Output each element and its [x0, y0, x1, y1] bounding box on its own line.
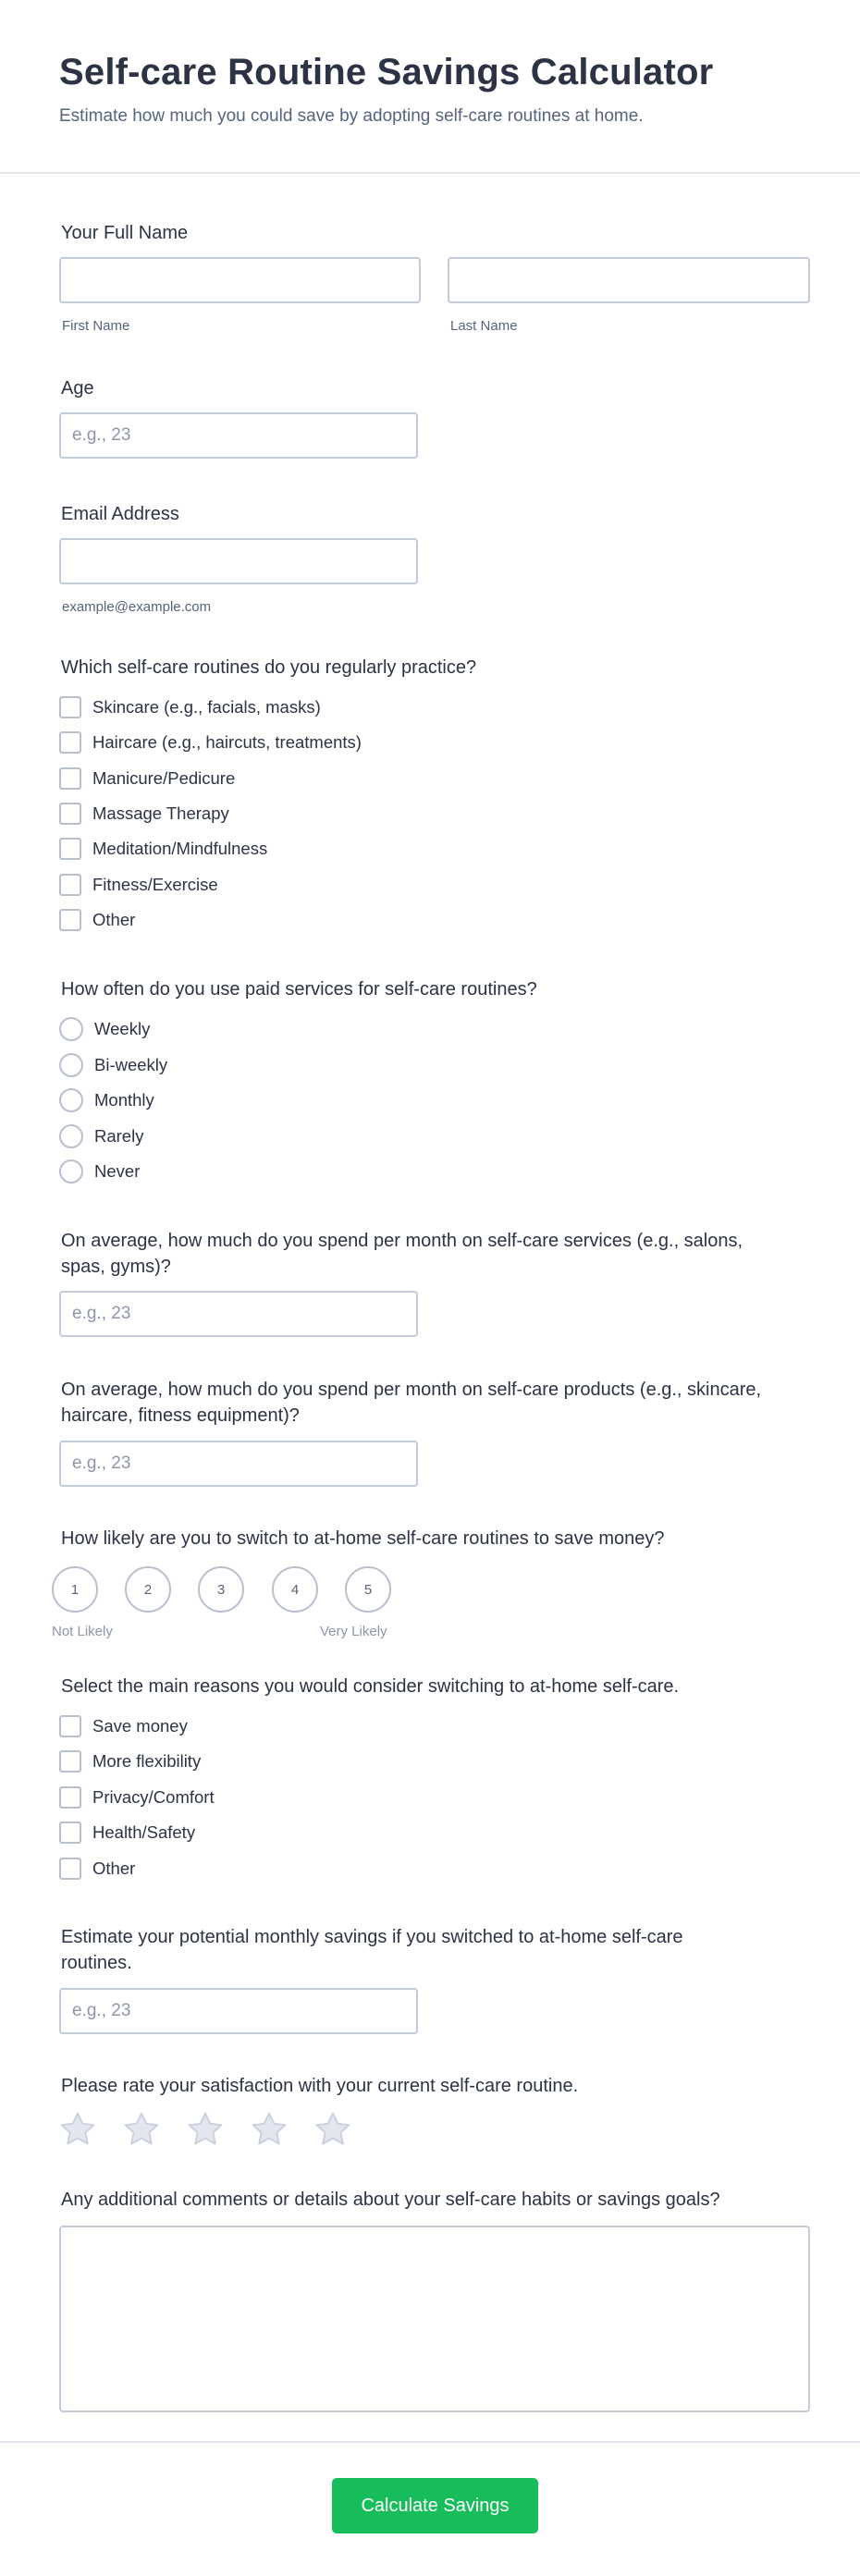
star-1-icon[interactable]	[57, 2109, 98, 2150]
reasons-label: Select the main reasons you would consider switching to at-home self-care.	[61, 1676, 680, 1697]
option-label: Never	[94, 1161, 141, 1181]
checkbox[interactable]	[59, 767, 81, 790]
star-4-icon[interactable]	[249, 2109, 289, 2150]
savings-label-line1: Estimate your potential monthly savings if you switched to at-home self-care	[61, 1927, 683, 1947]
full-name-label: Your Full Name	[61, 223, 189, 243]
option-label: Bi-weekly	[94, 1055, 168, 1074]
option-label: Weekly	[94, 1019, 151, 1038]
scale-option-5[interactable]: 5	[345, 1566, 391, 1613]
savings-label	[61, 1924, 801, 1976]
checkbox[interactable]	[59, 874, 81, 896]
star-3-icon[interactable]	[185, 2109, 226, 2150]
option-label: Monthly	[94, 1090, 154, 1110]
option-label: More flexibility	[92, 1751, 202, 1771]
savings-label-line2: routines.	[61, 1953, 132, 1973]
frequency-option-biweekly[interactable]	[59, 1052, 167, 1078]
last-name-input[interactable]	[448, 257, 810, 303]
option-label: Manicure/Pedicure	[92, 768, 236, 788]
option-label: Haircare (e.g., haircuts, treatments)	[92, 732, 362, 752]
first-name-sublabel: First Name	[62, 318, 130, 334]
radio[interactable]	[59, 1088, 83, 1112]
savings-input[interactable]	[59, 1988, 418, 2034]
radio[interactable]	[59, 1159, 83, 1184]
radio[interactable]	[59, 1124, 83, 1148]
checkbox[interactable]	[59, 731, 81, 754]
star-2-icon[interactable]	[121, 2109, 162, 2150]
products-spend-label	[61, 1377, 801, 1429]
frequency-option-never[interactable]	[59, 1159, 140, 1184]
checkbox[interactable]	[59, 838, 81, 860]
reason-option-flexibility[interactable]	[59, 1748, 201, 1774]
option-label: Meditation/Mindfulness	[92, 839, 268, 858]
scale-option-3[interactable]: 3	[198, 1566, 244, 1613]
checkbox[interactable]	[59, 1858, 81, 1880]
last-name-sublabel: Last Name	[450, 318, 518, 334]
page-title: Self-care Routine Savings Calculator	[59, 52, 714, 92]
email-input[interactable]	[59, 538, 418, 584]
scale-option-2[interactable]: 2	[125, 1566, 171, 1613]
option-label: Massage Therapy	[92, 803, 229, 823]
routine-option-other[interactable]	[59, 907, 135, 933]
routine-option-haircare[interactable]	[59, 730, 362, 755]
checkbox[interactable]	[59, 1750, 81, 1773]
comments-label: Any additional comments or details about your self-care habits or savings goals?	[61, 2190, 720, 2210]
radio[interactable]	[59, 1017, 83, 1041]
option-label: Other	[92, 910, 136, 929]
products-spend-input[interactable]	[59, 1441, 418, 1487]
comments-textarea[interactable]	[59, 2226, 810, 2412]
checkbox[interactable]	[59, 803, 81, 825]
checkbox[interactable]	[59, 1786, 81, 1809]
services-spend-label-line1: On average, how much do you spend per month on self-care services (e.g., salons,	[61, 1231, 743, 1251]
services-spend-label	[61, 1228, 801, 1280]
reason-option-save-money[interactable]	[59, 1713, 188, 1739]
email-sublabel: example@example.com	[62, 599, 212, 615]
scale-min-caption: Not Likely	[52, 1624, 113, 1639]
scale-max-caption: Very Likely	[320, 1624, 387, 1639]
checkbox[interactable]	[59, 1715, 81, 1737]
frequency-option-rarely[interactable]	[59, 1123, 143, 1149]
checkbox[interactable]	[59, 696, 81, 718]
products-spend-label-line1: On average, how much do you spend per month on self-care products (e.g., skincare,	[61, 1380, 762, 1400]
option-label: Health/Safety	[92, 1822, 196, 1842]
option-label: Privacy/Comfort	[92, 1787, 215, 1807]
likelihood-label: How likely are you to switch to at-home self-care routines to save money?	[61, 1528, 665, 1549]
age-input[interactable]	[59, 412, 418, 459]
option-label: Rarely	[94, 1126, 144, 1146]
calculate-savings-button[interactable]: Calculate Savings	[332, 2478, 538, 2533]
frequency-option-weekly[interactable]	[59, 1016, 150, 1042]
form-footer	[0, 2441, 860, 2576]
services-spend-input[interactable]	[59, 1291, 418, 1337]
page-subtitle: Estimate how much you could save by adopting self-care routines at home.	[59, 106, 644, 126]
option-label: Other	[92, 1858, 136, 1878]
products-spend-label-line2: haircare, fitness equipment)?	[61, 1405, 300, 1426]
frequency-label: How often do you use paid services for self-care routines?	[61, 979, 537, 1000]
email-label: Email Address	[61, 504, 179, 524]
routines-label: Which self-care routines do you regularly practice?	[61, 657, 477, 678]
scale-option-1[interactable]: 1	[52, 1566, 98, 1613]
reason-option-privacy[interactable]	[59, 1785, 215, 1810]
routine-option-manicure[interactable]	[59, 766, 235, 791]
star-5-icon[interactable]	[313, 2109, 353, 2150]
radio[interactable]	[59, 1053, 83, 1077]
option-label: Save money	[92, 1716, 188, 1736]
reason-option-other[interactable]	[59, 1856, 135, 1882]
checkbox[interactable]	[59, 909, 81, 931]
routine-option-meditation[interactable]	[59, 836, 267, 862]
option-label: Skincare (e.g., facials, masks)	[92, 697, 321, 717]
first-name-input[interactable]	[59, 257, 421, 303]
form-header	[0, 0, 860, 174]
frequency-option-monthly[interactable]	[59, 1087, 154, 1113]
services-spend-label-line2: spas, gyms)?	[61, 1257, 171, 1277]
satisfaction-label: Please rate your satisfaction with your current self-care routine.	[61, 2076, 579, 2096]
age-label: Age	[61, 378, 94, 399]
reason-option-health[interactable]	[59, 1820, 195, 1846]
routine-option-skincare[interactable]	[59, 694, 321, 720]
scale-option-4[interactable]: 4	[272, 1566, 318, 1613]
checkbox[interactable]	[59, 1822, 81, 1844]
routine-option-fitness[interactable]	[59, 872, 218, 898]
option-label: Fitness/Exercise	[92, 875, 218, 894]
routine-option-massage[interactable]	[59, 801, 229, 827]
